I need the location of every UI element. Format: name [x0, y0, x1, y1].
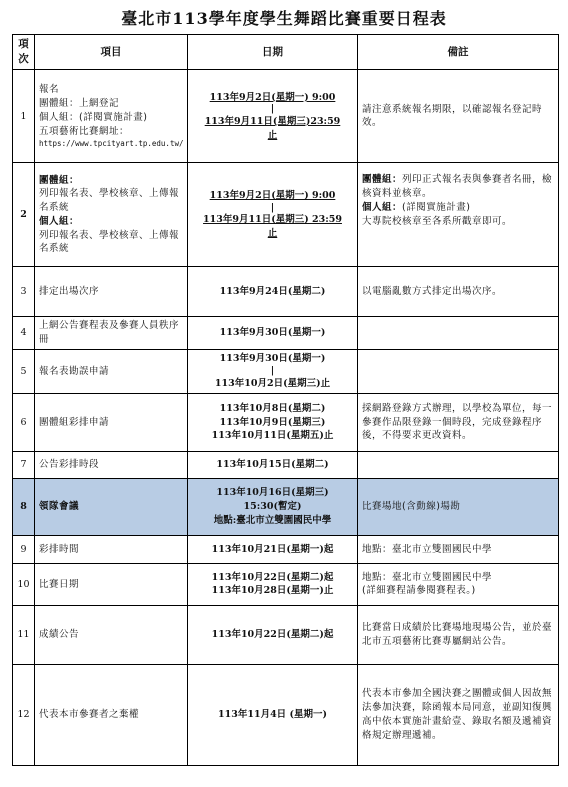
table-row	[13, 535, 559, 563]
table-row	[13, 317, 559, 350]
row-note	[358, 563, 559, 605]
table-row	[13, 349, 559, 393]
row-note: 請注意系統報名期限，以確認報名登記時效。	[358, 70, 559, 163]
item-line: 報名	[39, 84, 60, 96]
row-index: 12	[13, 664, 35, 765]
note-group-text: 列印正式報名表與參賽者名冊，檢核資料並核章。	[362, 174, 553, 200]
website-link[interactable]: https://www.tpcityart.tp.edu.tw/	[39, 138, 184, 148]
row-index: 7	[13, 451, 35, 478]
date-end: 113年9月11日(星期三) 23:59	[203, 214, 342, 226]
date-separator: |	[270, 365, 275, 377]
date-end-suffix: 止	[267, 129, 278, 141]
location-line: 地點:臺北市立雙園國民中學	[213, 514, 332, 526]
row-item: 報名表勘誤申請	[35, 349, 188, 393]
item-line: 個人組：(詳閱實施計畫)	[39, 112, 148, 123]
row-note: 地點：臺北市立雙園國民中學	[358, 535, 559, 563]
row-date	[188, 478, 358, 535]
item-line: 五項藝術比賽網址：	[39, 125, 130, 137]
date-separator: |	[270, 103, 275, 115]
note-group-label: 團體組：	[362, 174, 403, 186]
row-item: 上網公告賽程表及參賽人員秩序冊	[35, 317, 188, 350]
table-row	[13, 563, 559, 605]
date-line: 113年10月8日(星期二)	[219, 402, 326, 414]
row-date	[188, 163, 358, 267]
group-label: 團體組：	[39, 174, 80, 186]
date-end: 113年9月11日(星期三)23:59	[204, 115, 341, 127]
row-item: 成績公告	[35, 605, 188, 664]
row-index: 2	[13, 163, 35, 267]
row-note	[358, 317, 559, 350]
row-index: 11	[13, 605, 35, 664]
date-start: 113年9月2日(星期一) 9:00	[209, 190, 336, 202]
note-line: (詳細賽程請參閱賽程表。)	[362, 585, 476, 597]
date-line: 113年10月22日(星期二)起	[211, 571, 334, 583]
row-date: 113年9月30日(星期一)	[188, 317, 358, 350]
row-date: 113年10月22日(星期二)起	[188, 605, 358, 664]
row-note: 代表本市參加全國決賽之團體或個人因故無法參加決賽，除函報本局同意，並副知復興高中依本實施計畫給壹、錄取名額及遞補資格規定辦理遞補。	[358, 664, 559, 765]
row-note: 比賽場地(含動線)場勘	[358, 478, 559, 535]
date-line: 113年10月9日(星期三)	[219, 416, 326, 428]
row-date	[188, 393, 358, 451]
table-row-highlighted	[13, 478, 559, 535]
table-row	[13, 664, 559, 765]
row-date: 113年10月21日(星期一)起	[188, 535, 358, 563]
header-note: 備註	[358, 35, 559, 70]
row-index: 5	[13, 349, 35, 393]
row-index: 4	[13, 317, 35, 350]
item-line: 團體組：上網登記	[39, 98, 120, 110]
row-note: 以電腦亂數方式排定出場次序。	[358, 267, 559, 317]
date-separator: |	[270, 201, 275, 213]
header-item: 項目	[35, 35, 188, 70]
table-row	[13, 70, 559, 163]
row-item: 公告彩排時段	[35, 451, 188, 478]
date-start: 113年9月2日(星期一) 9:00	[209, 91, 336, 103]
row-date	[188, 349, 358, 393]
note-individual-extra: 大專院校核章至各系所戳章即可。	[362, 215, 513, 227]
note-individual-label: 個人組：	[362, 201, 403, 213]
time-line: 15:30(暫定)	[243, 501, 302, 513]
row-date: 113年11月4日 (星期一)	[188, 664, 358, 765]
row-index: 10	[13, 563, 35, 605]
row-item: 領隊會議	[35, 478, 188, 535]
row-index: 3	[13, 267, 35, 317]
row-note	[358, 451, 559, 478]
schedule-table	[12, 34, 559, 766]
note-individual-text: (詳閱實施計畫)	[402, 201, 471, 213]
group-text: 列印報名表、學校核章、上傳報名系統	[39, 188, 180, 214]
row-item: 排定出場次序	[35, 267, 188, 317]
row-date	[188, 563, 358, 605]
row-note: 採網路登錄方式辦理，以學校為單位，每一參賽作品限登錄一個時段，完成登錄程序後，不得要求更改資料。	[358, 393, 559, 451]
individual-label: 個人組：	[39, 215, 80, 227]
date-start: 113年9月30日(星期一)	[219, 353, 326, 365]
row-date	[188, 70, 358, 163]
row-item: 代表本市參賽者之棄權	[35, 664, 188, 765]
row-index: 1	[13, 70, 35, 163]
date-end: 113年10月2日(星期三)止	[214, 377, 331, 389]
table-row	[13, 163, 559, 267]
date-line: 113年10月16日(星期三)	[216, 487, 329, 499]
header-index: 項次	[13, 35, 35, 70]
row-item: 彩排時間	[35, 535, 188, 563]
header-date: 日期	[188, 35, 358, 70]
table-header-row	[13, 35, 559, 70]
row-date: 113年9月24日(星期二)	[188, 267, 358, 317]
row-note	[358, 163, 559, 267]
row-date: 113年10月15日(星期二)	[188, 451, 358, 478]
date-line: 113年10月11日(星期五)止	[211, 430, 334, 442]
page-title: 臺北市113學年度學生舞蹈比賽重要日程表	[121, 9, 447, 28]
note-line: 地點：臺北市立雙園國民中學	[362, 571, 493, 583]
table-row	[13, 451, 559, 478]
row-index: 8	[13, 478, 35, 535]
date-line: 113年10月28日(星期一)止	[211, 585, 334, 597]
row-item	[35, 70, 188, 163]
table-row	[13, 393, 559, 451]
row-index: 6	[13, 393, 35, 451]
row-item: 比賽日期	[35, 563, 188, 605]
row-note: 比賽當日成績於比賽場地現場公告，並於臺北市五項藝術比賽專屬網站公告。	[358, 605, 559, 664]
individual-text: 列印報名表、學校核章、上傳報名系統	[39, 229, 180, 255]
date-end-suffix: 止	[267, 228, 278, 240]
row-item: 團體組彩排申請	[35, 393, 188, 451]
row-index: 9	[13, 535, 35, 563]
row-item	[35, 163, 188, 267]
table-row	[13, 267, 559, 317]
row-note	[358, 349, 559, 393]
table-row	[13, 605, 559, 664]
